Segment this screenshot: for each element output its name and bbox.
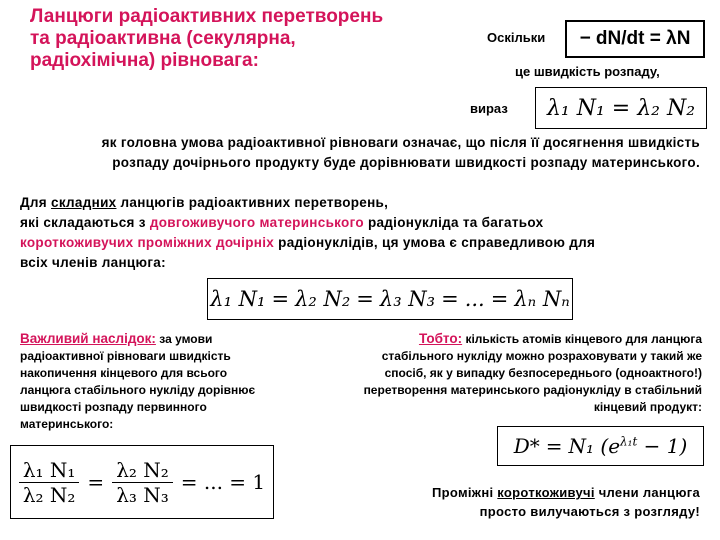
paragraph-condition: як головна умова радіоактивної рівноваги означає, що після її досягнення швидкість розпаду дочірнього продукту буде дорівнювати швидкості розпаду материнського. bbox=[101, 135, 700, 170]
rate-formula-box bbox=[565, 20, 705, 58]
vyraz-label: вираз bbox=[470, 101, 508, 116]
dstar-eq: = bbox=[545, 434, 563, 458]
ratio-fraction-1 bbox=[19, 458, 80, 507]
ratio-num-2: λ₂ N₂ bbox=[116, 457, 169, 482]
chain-term-5: λₙ Nₙ bbox=[514, 287, 570, 311]
ratio-eq: = bbox=[87, 470, 105, 494]
ratio-fraction-2 bbox=[112, 458, 173, 507]
ratio-den-1: λ₂ N₂ bbox=[22, 482, 76, 507]
tobto-text: стабільного нукліду можно розраховувати у такий же спосіб, як у випадку безпосереднього (одноактного!) перетворення материнського радіонукліду в стабільний кінцевий продукт: bbox=[363, 349, 702, 414]
consequence-first: за умови bbox=[155, 332, 213, 346]
closing-line2: просто вилучаються з розгляду! bbox=[479, 504, 700, 519]
chain-eq-3: = bbox=[441, 287, 459, 311]
dstar-rhs: N₁ $(e^{\lambda_1t} - 1)$ bbox=[568, 434, 688, 458]
paragraph2-line1: Для складних ланцюгів радіоактивних перетворень, bbox=[20, 195, 389, 210]
ratio-den-2: λ₃ N₃ bbox=[116, 482, 169, 507]
dstar-formula-box bbox=[497, 426, 704, 466]
tobto-first: кількість атомів кінцевого для ланцюга bbox=[462, 332, 702, 346]
ratio-num-1: λ₁ N₁ bbox=[22, 457, 76, 482]
chain-term-3: λ₃ N₃ bbox=[379, 287, 436, 311]
consequence-heading: Важливий наслідок: bbox=[20, 331, 156, 346]
consequence-block bbox=[20, 330, 280, 433]
chain-term-2: λ₂ N₂ bbox=[295, 287, 351, 311]
paragraph2-line2: які складаються з довгоживучого материнського радіонукліда та багатьох bbox=[20, 215, 544, 230]
paragraph-complex-chains bbox=[20, 193, 710, 273]
chain-term-4: ... bbox=[464, 287, 485, 311]
chain-eq-4: = bbox=[490, 287, 509, 311]
equilibrium-formula: λ₁ N₁ = λ₂ N₂ bbox=[546, 95, 696, 121]
oskilky-label: Оскільки bbox=[487, 30, 546, 45]
ratio-tail: = ... = 1 bbox=[180, 470, 266, 494]
tobto-block bbox=[350, 330, 702, 416]
dstar-lhs: D* bbox=[513, 434, 540, 458]
page-title: Ланцюги радіоактивних перетворень та радіоактивна (секулярна, радіохімічна) рівновага: bbox=[30, 6, 384, 71]
chain-formula-box bbox=[207, 278, 573, 320]
ratio-formula-box bbox=[10, 445, 274, 519]
dstar-exponent: λ₁t bbox=[620, 434, 638, 449]
closing-line1: Проміжні короткоживучі члени ланцюга bbox=[432, 485, 700, 500]
chain-eq-2: = bbox=[356, 287, 374, 311]
tobto-heading: Тобто: bbox=[418, 331, 463, 346]
consequence-text: радіоактивної рівноваги швидкість накопичення кінцевого для всього ланцюга стабільного нукліду дорівнює швидкості розпаду первинного материнського: bbox=[20, 349, 256, 431]
closing-statement bbox=[360, 483, 700, 521]
rate-description: це швидкість розпаду, bbox=[515, 64, 660, 79]
equilibrium-formula-box bbox=[535, 87, 707, 129]
chain-eq-1: = bbox=[271, 287, 290, 311]
rate-formula: − dN/dt = λN bbox=[579, 28, 691, 49]
chain-term-1: λ₁ N₁ bbox=[210, 287, 266, 311]
paragraph2-line4: всіх членів ланцюга: bbox=[20, 255, 166, 270]
paragraph2-line3: короткоживучих проміжних дочірніх радіонуклідів, ця умова є справедливою для bbox=[20, 235, 596, 250]
